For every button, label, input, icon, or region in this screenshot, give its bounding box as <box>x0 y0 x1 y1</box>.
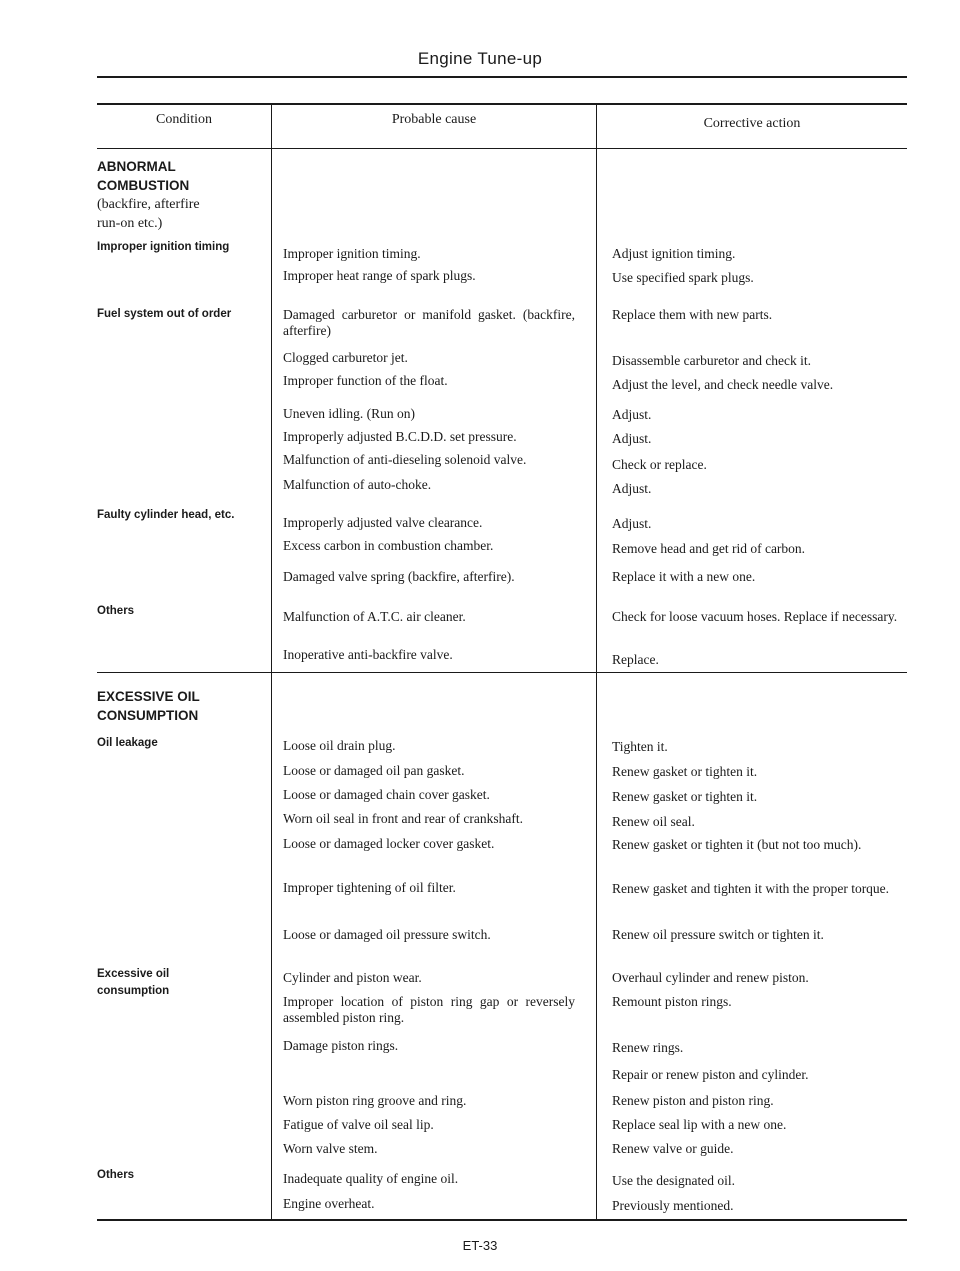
corrective-action: Adjust the level, and check needle valve. <box>612 377 834 392</box>
section-subtitle: (backfire, afterfire <box>97 197 200 212</box>
probable-cause: Loose or damaged oil pressure switch. <box>283 927 491 942</box>
column-header-cause: Probable cause <box>391 112 477 127</box>
condition-label: Oil leakage <box>97 737 158 749</box>
probable-cause: Worn valve stem. <box>283 1141 378 1156</box>
probable-cause: Worn oil seal in front and rear of crankshaft. <box>283 811 523 826</box>
section-title: ABNORMAL <box>97 159 176 174</box>
corrective-action: Overhaul cylinder and renew piston. <box>612 970 809 985</box>
probable-cause: Loose or damaged locker cover gasket. <box>283 836 495 851</box>
probable-cause: Damaged valve spring (backfire, afterfire). <box>283 569 515 584</box>
probable-cause: Loose or damaged oil pan gasket. <box>283 763 465 778</box>
corrective-action: Adjust. <box>612 481 652 496</box>
probable-cause: Damaged carburetor or manifold gasket. (backfire, afterfire) <box>283 307 575 338</box>
column-divider-2 <box>596 103 597 1220</box>
probable-cause: Loose or damaged chain cover gasket. <box>283 787 490 802</box>
probable-cause: Improper function of the float. <box>283 373 448 388</box>
probable-cause: Improper location of piston ring gap or reversely assembled piston ring. <box>283 994 575 1025</box>
section-divider-rule <box>97 672 907 673</box>
corrective-action: Renew oil pressure switch or tighten it. <box>612 927 824 942</box>
section-title: EXCESSIVE OIL <box>97 689 200 704</box>
condition-label: Others <box>97 1169 135 1181</box>
column-header-rule <box>97 148 907 149</box>
corrective-action: Renew valve or guide. <box>612 1141 734 1156</box>
condition-label: Others <box>97 605 135 617</box>
probable-cause: Improperly adjusted valve clearance. <box>283 515 483 530</box>
probable-cause: Cylinder and piston wear. <box>283 970 422 985</box>
corrective-action: Adjust. <box>612 407 652 422</box>
corrective-action: Renew piston and piston ring. <box>612 1093 774 1108</box>
header-rule <box>97 76 907 78</box>
probable-cause: Improper tightening of oil filter. <box>283 880 456 895</box>
probable-cause: Inoperative anti-backfire valve. <box>283 647 453 662</box>
section-title: COMBUSTION <box>97 178 190 193</box>
page-number: ET-33 <box>462 1238 498 1253</box>
corrective-action: Replace seal lip with a new one. <box>612 1117 787 1132</box>
condition-label: Fuel system out of order <box>97 308 232 320</box>
corrective-action: Tighten it. <box>612 739 668 754</box>
corrective-action: Use the designated oil. <box>612 1173 735 1188</box>
corrective-action: Repair or renew piston and cylinder. <box>612 1067 809 1082</box>
probable-cause: Malfunction of auto-choke. <box>283 477 432 492</box>
probable-cause: Improper heat range of spark plugs. <box>283 268 476 283</box>
corrective-action: Adjust. <box>612 516 652 531</box>
probable-cause: Loose oil drain plug. <box>283 738 396 753</box>
corrective-action: Previously mentioned. <box>612 1198 734 1213</box>
page-title: Engine Tune-up <box>417 49 543 68</box>
probable-cause: Improper ignition timing. <box>283 246 421 261</box>
table-top-rule <box>97 103 907 105</box>
corrective-action: Check for loose vacuum hoses. Replace if necessary. <box>612 609 898 624</box>
probable-cause: Fatigue of valve oil seal lip. <box>283 1117 434 1132</box>
corrective-action: Renew rings. <box>612 1040 684 1055</box>
section-title: CONSUMPTION <box>97 708 199 723</box>
corrective-action: Adjust ignition timing. <box>612 246 736 261</box>
corrective-action: Renew gasket or tighten it (but not too much). <box>612 837 862 852</box>
probable-cause: Engine overheat. <box>283 1196 375 1211</box>
corrective-action: Remount piston rings. <box>612 994 732 1009</box>
corrective-action: Replace it with a new one. <box>612 569 756 584</box>
corrective-action: Use specified spark plugs. <box>612 270 754 285</box>
column-header-action: Corrective action <box>703 116 801 131</box>
probable-cause: Malfunction of A.T.C. air cleaner. <box>283 609 466 624</box>
probable-cause: Inadequate quality of engine oil. <box>283 1171 459 1186</box>
column-header-condition: Condition <box>155 112 212 127</box>
condition-label: Faulty cylinder head, etc. <box>97 509 235 521</box>
probable-cause: Damage piston rings. <box>283 1038 399 1053</box>
column-divider-1 <box>271 103 272 1220</box>
section-subtitle: run-on etc.) <box>97 216 163 231</box>
corrective-action: Check or replace. <box>612 457 707 472</box>
probable-cause: Clogged carburetor jet. <box>283 350 408 365</box>
corrective-action: Disassemble carburetor and check it. <box>612 353 812 368</box>
corrective-action: Renew oil seal. <box>612 814 695 829</box>
condition-label: Excessive oil consumption <box>97 968 170 997</box>
probable-cause: Worn piston ring groove and ring. <box>283 1093 467 1108</box>
table-bottom-rule <box>97 1219 907 1221</box>
corrective-action: Remove head and get rid of carbon. <box>612 541 806 556</box>
corrective-action: Replace them with new parts. <box>612 307 773 322</box>
probable-cause: Malfunction of anti-dieseling solenoid valve. <box>283 452 527 467</box>
corrective-action: Renew gasket or tighten it. <box>612 789 758 804</box>
corrective-action: Renew gasket or tighten it. <box>612 764 758 779</box>
probable-cause: Excess carbon in combustion chamber. <box>283 538 494 553</box>
corrective-action: Replace. <box>612 652 659 667</box>
condition-label: Improper ignition timing <box>97 241 230 253</box>
probable-cause: Uneven idling. (Run on) <box>283 406 415 421</box>
corrective-action: Renew gasket and tighten it with the proper torque. <box>612 881 890 896</box>
corrective-action: Adjust. <box>612 431 652 446</box>
probable-cause: Improperly adjusted B.C.D.D. set pressure. <box>283 429 517 444</box>
